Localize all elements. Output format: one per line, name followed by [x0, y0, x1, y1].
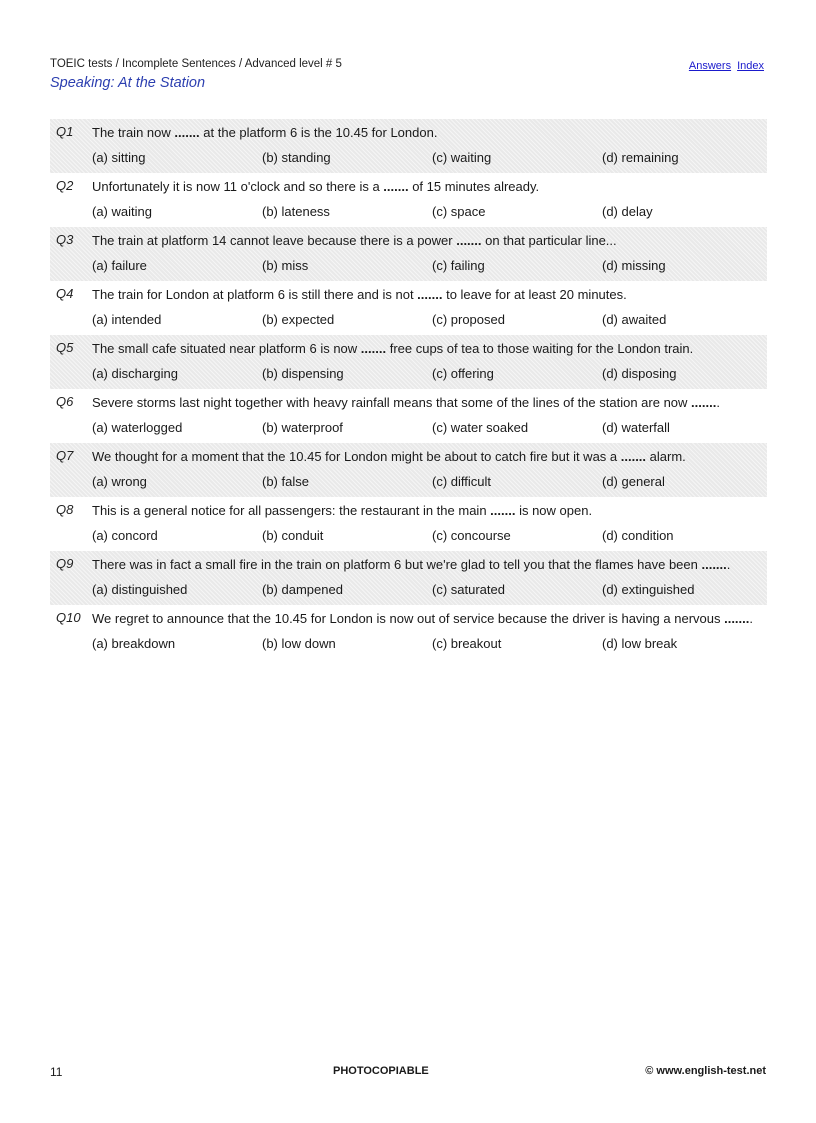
option-b[interactable]: (b) lateness	[262, 204, 330, 219]
option-d[interactable]: (d) extinguished	[602, 582, 695, 597]
question-10	[50, 605, 767, 659]
option-a[interactable]: (a) intended	[92, 312, 162, 327]
question-8	[50, 497, 767, 551]
question-number: Q3	[56, 232, 74, 247]
option-b[interactable]: (b) waterproof	[262, 420, 343, 435]
question-2	[50, 173, 767, 227]
option-d[interactable]: (d) waterfall	[602, 420, 670, 435]
option-d[interactable]: (d) missing	[602, 258, 666, 273]
answer-options	[92, 256, 767, 276]
question-number: Q5	[56, 340, 74, 355]
question-text: We thought for a moment that the 10.45 for London might be about to catch fire but it was a ....... alarm.	[92, 449, 686, 464]
blank-marker: .......	[490, 503, 516, 518]
page-footer	[50, 1065, 766, 1081]
header-links	[683, 60, 764, 72]
question-3	[50, 227, 767, 281]
blank-marker: .......	[174, 125, 200, 140]
question-text: The small cafe situated near platform 6 is now ....... free cups of tea to those waiting for the London train.	[92, 341, 694, 356]
option-d[interactable]: (d) disposing	[602, 366, 677, 381]
question-list	[50, 119, 767, 659]
breadcrumb: TOEIC tests / Incomplete Sentences / Advanced level # 5	[50, 58, 342, 70]
option-c[interactable]: (c) concourse	[432, 528, 511, 543]
option-a[interactable]: (a) wrong	[92, 474, 147, 489]
option-c[interactable]: (c) water soaked	[432, 420, 529, 435]
option-a[interactable]: (a) sitting	[92, 150, 146, 165]
option-d[interactable]: (d) general	[602, 474, 665, 489]
option-b[interactable]: (b) conduit	[262, 528, 324, 543]
option-d[interactable]: (d) low break	[602, 636, 678, 651]
question-number: Q8	[56, 502, 74, 517]
option-d[interactable]: (d) awaited	[602, 312, 667, 327]
question-text: The train at platform 14 cannot leave because there is a power ....... on that particular line...	[92, 233, 617, 248]
question-4	[50, 281, 767, 335]
answer-options	[92, 202, 767, 222]
blank-marker: .......	[360, 341, 387, 356]
option-c[interactable]: (c) saturated	[432, 582, 505, 597]
option-b[interactable]: (b) dispensing	[262, 366, 344, 381]
option-c[interactable]: (c) space	[432, 204, 486, 219]
option-a[interactable]: (a) breakdown	[92, 636, 176, 651]
question-9	[50, 551, 767, 605]
option-b[interactable]: (b) expected	[262, 312, 335, 327]
answer-options	[92, 364, 767, 384]
option-c[interactable]: (c) offering	[432, 366, 494, 381]
question-number: Q10	[56, 610, 81, 625]
option-d[interactable]: (d) condition	[602, 528, 674, 543]
photocopiable-label: PHOTOCOPIABLE	[333, 1065, 429, 1077]
option-b[interactable]: (b) dampened	[262, 582, 343, 597]
question-number: Q1	[56, 124, 74, 139]
question-text: We regret to announce that the 10.45 for London is now out of service because the driver is having a nervous ........	[92, 611, 754, 626]
question-7	[50, 443, 767, 497]
question-text: This is a general notice for all passengers: the restaurant in the main ....... is now open.	[92, 503, 593, 518]
question-text: Unfortunately it is now 11 o'clock and so there is a ....... of 15 minutes already.	[92, 179, 540, 194]
answers-link[interactable]: Answers	[688, 60, 732, 72]
page-number: 11	[50, 1065, 63, 1079]
option-b[interactable]: (b) false	[262, 474, 309, 489]
blank-marker: .......	[691, 395, 717, 410]
option-a[interactable]: (a) waiting	[92, 204, 152, 219]
question-5	[50, 335, 767, 389]
option-c[interactable]: (c) breakout	[432, 636, 502, 651]
question-number: Q2	[56, 178, 74, 193]
answer-options	[92, 148, 767, 168]
blank-marker: .......	[417, 287, 443, 302]
question-number: Q7	[56, 448, 74, 463]
answer-options	[92, 310, 767, 330]
index-link[interactable]: Index	[737, 60, 764, 72]
question-number: Q6	[56, 394, 74, 409]
question-number: Q4	[56, 286, 74, 301]
option-b[interactable]: (b) low down	[262, 636, 336, 651]
option-d[interactable]: (d) delay	[602, 204, 653, 219]
blank-marker: .......	[383, 179, 409, 194]
page-header	[50, 58, 766, 91]
option-a[interactable]: (a) failure	[92, 258, 147, 273]
answer-options	[92, 634, 767, 654]
answer-options	[92, 418, 767, 438]
option-a[interactable]: (a) distinguished	[92, 582, 188, 597]
option-a[interactable]: (a) concord	[92, 528, 158, 543]
blank-marker: .......	[724, 611, 750, 626]
option-b[interactable]: (b) miss	[262, 258, 309, 273]
question-text: Severe storms last night together with heavy rainfall means that some of the lines of the station are now ........	[92, 395, 720, 410]
option-b[interactable]: (b) standing	[262, 150, 331, 165]
question-6	[50, 389, 767, 443]
answer-options	[92, 472, 767, 492]
option-a[interactable]: (a) waterlogged	[92, 420, 183, 435]
question-text: The train now ....... at the platform 6 is the 10.45 for London.	[92, 125, 438, 140]
blank-marker: .......	[701, 557, 727, 572]
blank-marker: .......	[620, 449, 647, 464]
option-d[interactable]: (d) remaining	[602, 150, 679, 165]
answer-options	[92, 580, 767, 600]
option-c[interactable]: (c) failing	[432, 258, 485, 273]
option-c[interactable]: (c) difficult	[432, 474, 491, 489]
question-1	[50, 119, 767, 173]
blank-marker: .......	[456, 233, 482, 248]
copyright-notice: © www.english-test.net	[645, 1065, 766, 1077]
option-a[interactable]: (a) discharging	[92, 366, 178, 381]
question-text: The train for London at platform 6 is still there and is not ....... to leave for at least 20 minutes.	[92, 287, 627, 302]
page-title: Speaking: At the Station	[50, 75, 206, 91]
option-c[interactable]: (c) waiting	[432, 150, 492, 165]
question-text: There was in fact a small fire in the train on platform 6 but we're glad to tell you that the flames have been ........	[92, 557, 731, 572]
answer-options	[92, 526, 767, 546]
question-number: Q9	[56, 556, 74, 571]
option-c[interactable]: (c) proposed	[432, 312, 505, 327]
